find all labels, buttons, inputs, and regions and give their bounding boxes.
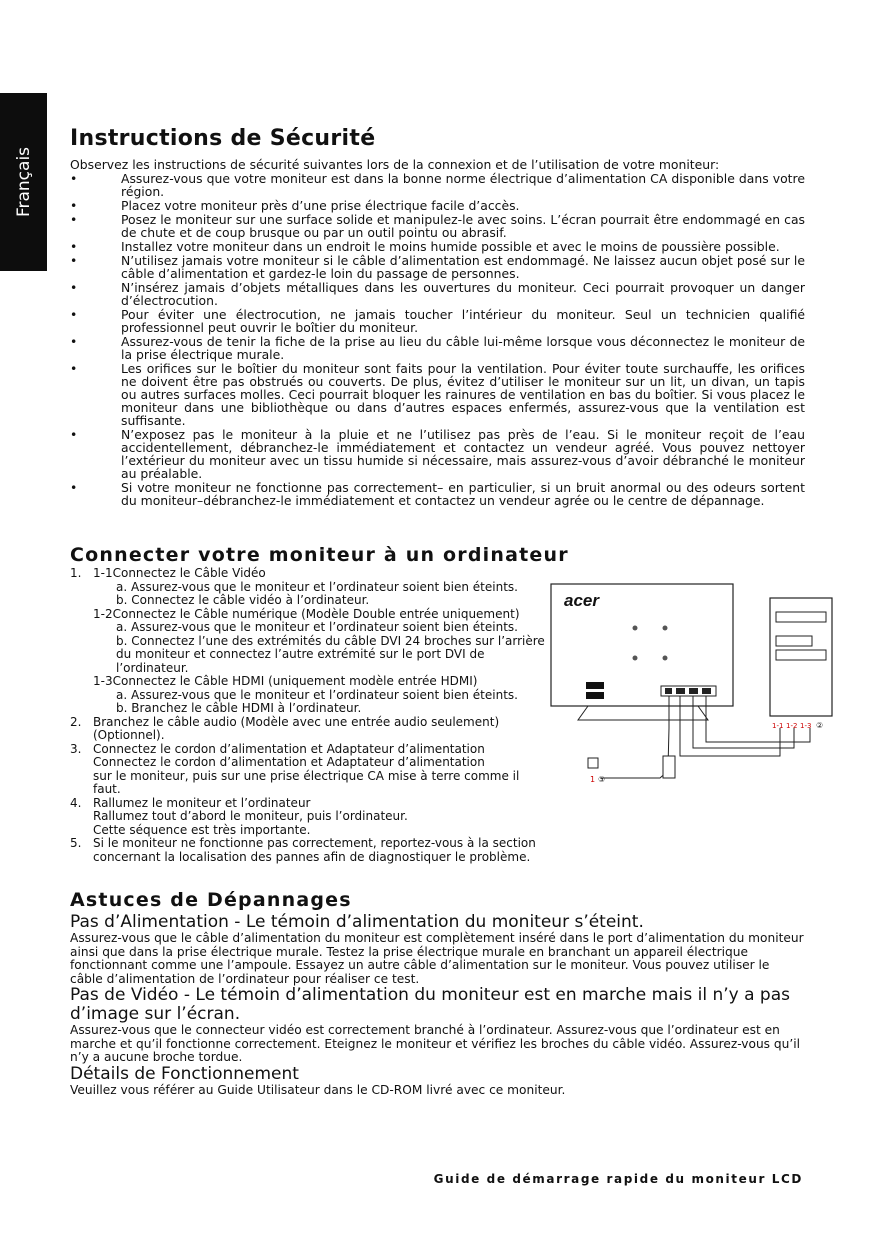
computer-tower — [770, 598, 832, 716]
step-2 — [70, 716, 548, 743]
safety-list — [70, 172, 805, 507]
tip-heading: Pas de Vidéo - Le témoin d’alimentation du moniteur est en marche mais il n’y a pas d’image sur l’écran. — [70, 985, 790, 1024]
step-line: a. Assurez-vous que le moniteur et l’ordinateur soient bien éteints. — [116, 579, 518, 594]
page-footer: Guide de démarrage rapide du moniteur LCD — [433, 1172, 803, 1186]
language-tab — [0, 93, 47, 271]
port — [676, 688, 685, 694]
safety-item: • N’exposez pas le moniteur à la pluie et ne l’utilisez pas près de l’eau. Si le moniteur reçoit de l’eau accidentellement, débranchez-le immédiatement et contactez un vendeur agréé. Vous pouvez nettoyer l’extérieur du moniteur avec un tissu humide si nécessaire, mais assurez-vous d’avoir débranché le moniteur au préalable. — [70, 428, 805, 480]
step-line: 1-3Connectez le Câble HDMI (uniquement modèle entrée HDMI) — [93, 674, 478, 688]
step-number: 3. — [70, 741, 82, 756]
wall-outlet — [588, 758, 598, 768]
step-line: b. Connectez l’une des extrémités du câble DVI 24 broches sur l’arrière du moniteur et connectez l’autre extrémité sur le port DVI de l’ordinateur. — [116, 633, 545, 675]
safety-item: • Posez le moniteur sur une surface solide et manipulez-le avec soins. L’écran pourrait être endommagé en cas de chute et de coup brusque ou par un outil pointu ou abrasif. — [70, 213, 805, 239]
step-4 — [70, 797, 548, 838]
safety-item: • Assurez-vous de tenir la fiche de la prise au lieu du câble lui-même lorsque vous déconnectez le moniteur de la prise électrique murale. — [70, 335, 805, 361]
power-adapter — [663, 756, 675, 778]
step-line: Connectez le cordon d’alimentation et Adaptateur d’alimentation — [93, 741, 485, 756]
tip-text: Assurez-vous que le câble d’alimentation du moniteur est complètement inséré dans le port d’alimentation du moniteur ainsi que dans la prise électrique murale. Testez la prise électrique murale en branchant un appareil électrique fonctionnant comme une l’ampoule. Essayez un autre câble d’alimentation sur le moniteur. Vous pouvez utiliser le câble d’alimentation de l’ordinateur pour réaliser ce test. — [70, 931, 804, 986]
step-1 — [70, 567, 548, 716]
step-number-label: ③ — [598, 775, 606, 784]
tip-heading: Détails de Fonctionnement — [70, 1063, 299, 1084]
language-tab-label: Français — [13, 146, 34, 218]
monitor-brand-logo: acer — [564, 591, 599, 610]
safety-item: • Installez votre moniteur dans un endroit le moins humide possible et avec le moins de poussière possible. — [70, 240, 805, 253]
screw-hole — [633, 626, 638, 631]
tips-section — [70, 913, 805, 1097]
port — [665, 688, 672, 694]
step-line: 1-1Connectez le Câble Vidéo — [93, 566, 266, 580]
step-line: b. Branchez le câble HDMI à l’ordinateur. — [116, 701, 362, 715]
safety-item: • Si votre moniteur ne fonctionne pas correctement– en particulier, si un bruit anormal ou des odeurs sortent du moniteur–débranchez-le immédiatement et contactez un vendeur agrée ou le centre de dépannage. — [70, 481, 805, 507]
tip-text: Veuillez vous référer au Guide Utilisateur dans le CD-ROM livré avec ce moniteur. — [70, 1082, 566, 1097]
step-line: Rallumez tout d’abord le moniteur, puis l’ordinateur. — [93, 809, 408, 823]
step-number: 1. — [70, 566, 82, 580]
step-number: 4. — [70, 795, 82, 810]
step-line: Cette séquence est très importante. — [93, 822, 311, 837]
safety-item: • N’utilisez jamais votre moniteur si le câble d’alimentation est endommagé. Ne laissez aucun objet posé sur le câble d’alimentation et gardez-le loin du passage de personnes. — [70, 254, 805, 280]
step-line: Connectez le cordon d’alimentation et Adaptateur d’alimentation — [93, 755, 485, 769]
safety-title: Instructions de Sécurité — [70, 126, 376, 151]
step-number-label: 1-2 — [786, 722, 798, 730]
tips-title: Astuces de Dépannages — [70, 889, 352, 911]
step-line: Rallumez le moniteur et l’ordinateur — [93, 795, 311, 810]
step-5 — [70, 837, 548, 864]
connection-diagram — [548, 578, 838, 800]
step-number: 2. — [70, 714, 82, 729]
tip-heading: Pas d’Alimentation - Le témoin d’alimentation du moniteur s’éteint. — [70, 912, 644, 932]
safety-item: • N’insérez jamais d’objets métalliques dans les ouvertures du moniteur. Ceci pourrait provoquer un danger d’électrocution. — [70, 281, 805, 307]
monitor-stand — [578, 706, 708, 720]
safety-item: • Placez votre moniteur près d’une prise électrique facile d’accès. — [70, 199, 805, 212]
screw-hole — [633, 656, 638, 661]
screw-hole — [663, 656, 668, 661]
connect-steps — [70, 567, 548, 864]
step-line: sur le moniteur, puis sur une prise électrique CA mise à terre comme il faut. — [93, 768, 520, 796]
safety-item: • Les orifices sur le boîtier du moniteur sont faits pour la ventilation. Pour éviter toute surchauffe, les orifices ne doivent être pas obstrués ou couverts. De plus, évitez d’utiliser le moniteur sur un lit, un divan, un tapis ou autres surfaces molles. Ceci pourrait bloquer les rainures de ventilation en bas du boîtier. Si vous placez le moniteur dans une bibliothèque ou dans d’autres espaces enfermés, assurez-vous que la ventilation est suffisante. — [70, 362, 805, 427]
safety-item: • Pour éviter une électrocution, ne jamais toucher l’intérieur du moniteur. Seul un technicien qualifié professionnel peut ouvrir le boîtier du moniteur. — [70, 308, 805, 334]
step-number-label: 1 — [590, 775, 596, 784]
step-line: a. Assurez-vous que le moniteur et l’ordinateur soient bien éteints. — [116, 687, 518, 702]
vent-slot — [586, 682, 604, 689]
connect-title: Connecter votre moniteur à un ordinateur — [70, 544, 569, 566]
safety-item: • Assurez-vous que votre moniteur est dans la bonne norme électrique d’alimentation CA disponible dans votre région. — [70, 172, 805, 198]
step-number-label: 1-1 — [772, 722, 784, 730]
power-cable — [600, 770, 669, 778]
port — [702, 688, 711, 694]
step-number-label: ② — [816, 721, 824, 730]
screw-hole — [663, 626, 668, 631]
safety-section — [70, 158, 805, 508]
vent-slot — [586, 692, 604, 699]
step-line: (Optionnel). — [93, 728, 165, 742]
tip-text: Assurez-vous que le connecteur vidéo est correctement branché à l’ordinateur. Assurez-vous que l’ordinateur est en marche et qu’il fonctionne correctement. Eteignez le moniteur et vérifiez les broches du câble vidéo. Assurez-vous qu’il n’y a aucune broche tordue. — [70, 1023, 801, 1064]
step-number-label: 1-3 — [800, 722, 812, 730]
port — [689, 688, 698, 694]
step-line: Branchez le câble audio (Modèle avec une entrée audio seulement) — [93, 714, 500, 729]
step-number: 5. — [70, 836, 82, 850]
step-line: a. Assurez-vous que le moniteur et l’ordinateur soient bien éteints. — [116, 620, 518, 634]
safety-intro: Observez les instructions de sécurité suivantes lors de la connexion et de l’utilisation de votre moniteur: — [70, 157, 720, 172]
step-3 — [70, 743, 548, 797]
step-line: Si le moniteur ne fonctionne pas correctement, reportez-vous à la section concernant la localisation des pannes afin de diagnostiquer le problème. — [93, 836, 536, 864]
step-line: b. Connectez le câble vidéo à l’ordinateur. — [116, 593, 370, 607]
step-line: 1-2Connectez le Câble numérique (Modèle Double entrée uniquement) — [93, 606, 520, 621]
